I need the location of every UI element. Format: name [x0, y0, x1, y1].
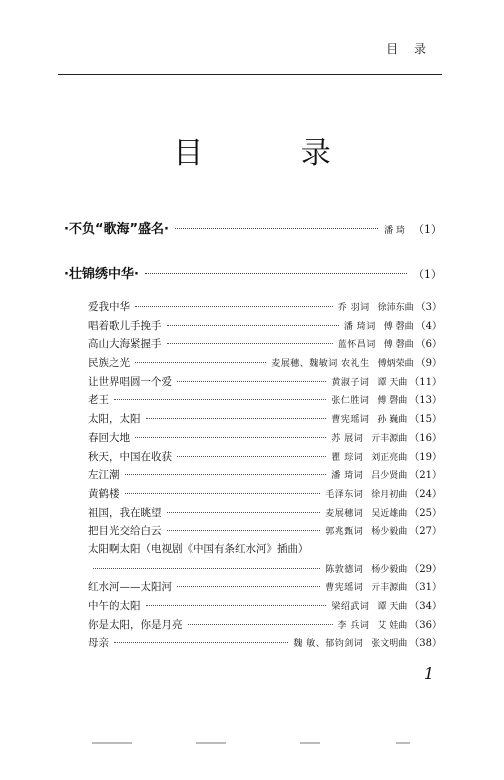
entry-composer: 谭 天曲: [377, 377, 408, 388]
entry-page: （9）: [415, 358, 442, 370]
entry-page: （3）: [415, 302, 442, 313]
scan-smudge: [196, 742, 226, 744]
toc-entry[interactable]: [88, 541, 442, 560]
entry-title: 让世界唱圆一个爱: [88, 375, 172, 388]
entry-lyricist: 李 兵词: [337, 620, 370, 631]
scan-smudge: [300, 742, 320, 744]
toc-entry[interactable]: [88, 391, 442, 410]
entry-page: （15）: [409, 414, 442, 426]
entry-title: 爱我中华: [88, 301, 130, 313]
toc-entry[interactable]: [88, 466, 442, 485]
toc-entry[interactable]: [88, 354, 442, 373]
dot-leader: [125, 493, 321, 494]
toc-entry[interactable]: [88, 373, 442, 392]
dot-leader: [167, 325, 339, 326]
dot-leader: [114, 399, 326, 400]
entry-page: （34）: [409, 601, 442, 612]
entry-lyricist: 黄淑子词: [331, 377, 370, 388]
entry-page: （21）: [409, 470, 442, 482]
toc-entry[interactable]: [88, 429, 442, 448]
dot-leader: [146, 418, 327, 419]
entry-title: 老王: [88, 394, 109, 407]
entry-page: （6）: [415, 339, 442, 351]
entry-composer: 杨少毅曲: [371, 527, 408, 538]
entry-lyricist: 梁绍武词: [331, 602, 370, 612]
dot-leader: [135, 437, 326, 438]
entry-page: （36）: [409, 619, 442, 631]
entry-composer: 艾 娃曲: [377, 620, 408, 631]
toc-entries: [88, 298, 442, 653]
page-number: 1: [423, 664, 434, 683]
entry-composer: 徐沛东曲: [377, 303, 414, 313]
entry-composer: 孙 巍曲: [377, 415, 408, 426]
entry-page: （24）: [409, 488, 442, 500]
entry-composer: 傅炳荣曲: [377, 359, 414, 370]
entry-composer: 刘正亮曲: [371, 452, 408, 463]
entry-page: （25）: [409, 507, 442, 519]
dot-leader: [125, 474, 327, 475]
dot-leader: [167, 343, 333, 344]
entry-title: 你是太阳，你是月亮: [88, 618, 183, 631]
entry-title: 民族之光: [88, 357, 130, 370]
toc-entry[interactable]: [88, 448, 442, 467]
entry-page: （16）: [409, 432, 442, 444]
entry-page: （19）: [409, 451, 442, 463]
entry-page: （29）: [409, 563, 442, 575]
toc-entry[interactable]: [88, 485, 442, 504]
entry-title: 唱着歌儿手挽手: [88, 319, 162, 332]
entry-composer: 张文明曲: [371, 639, 408, 650]
scan-smudge: [92, 742, 132, 744]
section-title: ·不负“歌海”盛名·: [64, 222, 169, 237]
dot-leader: [177, 586, 320, 587]
entry-title: 左江潮: [88, 469, 120, 482]
section-page: （1）: [413, 223, 442, 236]
entry-title: 高山大海紧握手: [88, 338, 162, 351]
entry-title: 中午的太阳: [88, 600, 141, 612]
toc-entry[interactable]: [88, 298, 442, 317]
entry-title: 黄鹤楼: [88, 487, 120, 500]
entry-title: 太阳啊太阳（电视剧《中国有条红水河》插曲）: [88, 542, 309, 555]
entry-page: （38）: [409, 638, 442, 650]
dot-leader: [135, 362, 266, 363]
toc-entry[interactable]: [88, 317, 442, 336]
toc-entry[interactable]: [88, 410, 442, 429]
entry-title: 秋天，中国在收获: [88, 450, 172, 463]
entry-lyricist: 曹宪瑶词: [325, 583, 364, 594]
toc-entry[interactable]: [88, 504, 442, 523]
entry-lyricist: 郭兆甄词: [325, 527, 364, 538]
toc-section[interactable]: [64, 263, 442, 282]
entry-composer: 傅 磬曲: [377, 396, 408, 407]
entry-lyricist: 苏 展词: [331, 433, 364, 444]
dot-leader: [145, 273, 407, 274]
entry-lyricist: 魏 敏、郁钧剑词: [293, 639, 364, 650]
entry-title: 把目光交给白云: [88, 525, 162, 538]
section-title: ·壮锦绣中华·: [64, 267, 139, 282]
dot-leader: [175, 228, 378, 229]
entry-page: （27）: [409, 526, 442, 538]
toc-entry[interactable]: [88, 522, 442, 541]
dot-leader: [188, 624, 333, 625]
dot-leader: [167, 530, 321, 531]
dot-leader: [135, 306, 333, 307]
entry-page: （31）: [409, 582, 442, 594]
running-head: 目 录: [386, 42, 432, 56]
entry-title: 祖国，我在眺望: [88, 506, 162, 519]
dot-leader: [177, 456, 326, 457]
entry-title: 太阳，太阳: [88, 413, 141, 426]
entry-composer: 亓丰源曲: [371, 583, 408, 594]
entry-lyricist: 张仁胜词: [331, 396, 370, 407]
entry-lyricist: 蓝怀昌词: [337, 340, 376, 351]
entry-lyricist: 毛泽东词: [325, 489, 364, 500]
toc-entry[interactable]: [88, 560, 442, 579]
entry-title: 母亲: [88, 637, 109, 650]
entry-lyricist: 瞿 琮词: [331, 452, 364, 463]
entry-composer: 谭 天曲: [377, 602, 408, 612]
entry-lyricist: 麦展穗词: [325, 508, 364, 519]
toc-entry[interactable]: [88, 616, 442, 635]
entry-composer: 杨少毅曲: [371, 564, 408, 575]
entry-page: （13）: [409, 395, 442, 407]
entry-composer: 亓丰源曲: [371, 433, 408, 444]
entry-composer: 徐月初曲: [371, 489, 408, 500]
entry-lyricist: 潘 琦词: [331, 471, 364, 482]
entry-page: （4）: [415, 320, 442, 332]
dot-leader: [146, 605, 327, 606]
toc-entry[interactable]: [88, 634, 442, 653]
dot-leader: [114, 642, 288, 643]
entry-lyricist: 麦展穗、魏敏词 农礼生: [271, 359, 370, 370]
scan-smudge: [396, 742, 410, 744]
entry-composer: 吴近雄曲: [371, 508, 408, 519]
header-rule: [58, 74, 442, 75]
entry-composer: 吕少贤曲: [371, 471, 408, 482]
entry-lyricist: 曹宪瑶词: [331, 415, 370, 426]
entry-lyricist: 陈敦德词: [325, 564, 364, 575]
page-title: 目 录: [173, 136, 375, 171]
dot-leader: [177, 381, 326, 382]
toc-entry[interactable]: [88, 597, 442, 616]
dot-leader: [93, 568, 320, 569]
entry-lyricist: 乔 羽词: [337, 303, 370, 313]
section-author: 潘 琦: [384, 226, 405, 236]
toc-entry[interactable]: [88, 578, 442, 597]
toc-entry[interactable]: [88, 335, 442, 354]
entry-composer: 傅 磬曲: [383, 340, 414, 351]
entry-lyricist: 潘 琦词: [343, 321, 376, 332]
dot-leader: [167, 512, 321, 513]
entry-title: 春回大地: [88, 431, 130, 444]
section-page: （1）: [413, 268, 442, 281]
entry-title: 红水河——太阳河: [88, 581, 172, 594]
toc-section[interactable]: [64, 218, 442, 237]
entry-page: （11）: [409, 376, 442, 388]
entry-composer: 傅 磬曲: [383, 321, 414, 332]
